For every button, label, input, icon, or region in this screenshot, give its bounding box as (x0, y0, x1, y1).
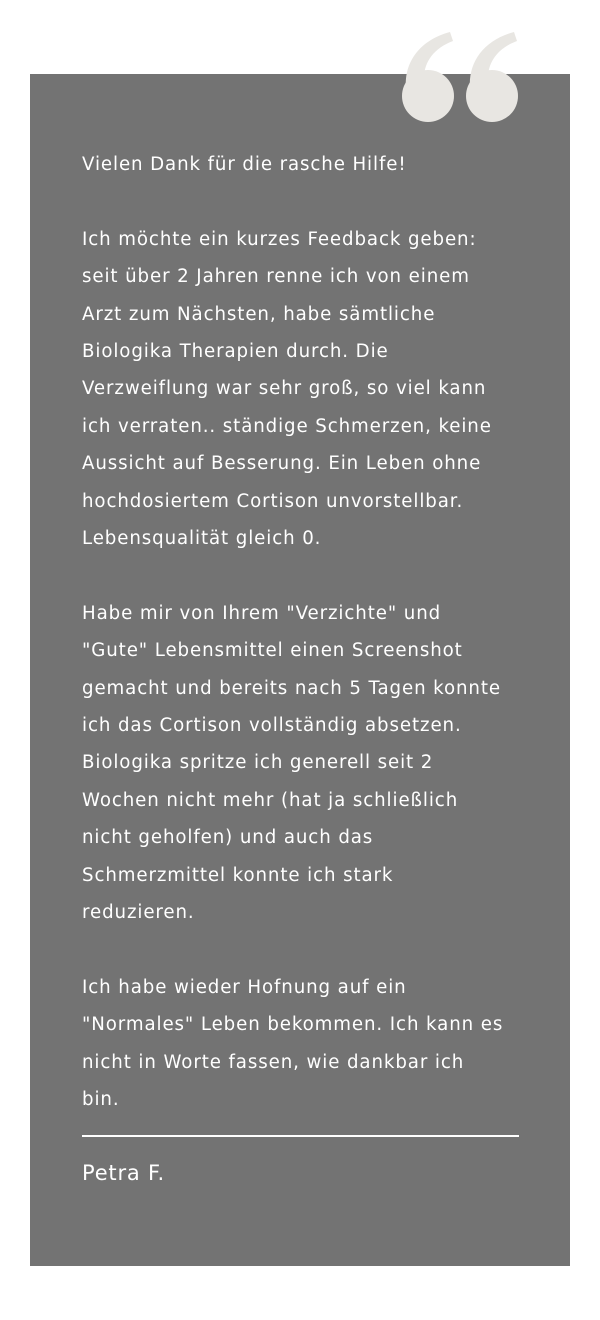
text-line: Vielen Dank für die rasche Hilfe! (82, 154, 407, 175)
text-line: gemacht und bereits nach 5 Tagen konnte (82, 677, 501, 699)
paragraph-3 (82, 595, 532, 932)
author-name: Petra F. (82, 1161, 166, 1185)
text-line: Wochen nicht mehr (hat ja schließlich (82, 789, 459, 811)
text-line: ich das Cortison vollständig absetzen. (82, 715, 462, 737)
quotation-mark-icon (398, 30, 522, 122)
paragraph-4 (82, 969, 532, 1119)
text-line: Habe mir von Ihrem "Verzichte" und (82, 602, 442, 624)
divider (82, 1135, 519, 1137)
text-line: nicht geholfen) und auch das (82, 827, 374, 849)
text-line: reduzieren. (82, 902, 195, 924)
text-line: Schmerzmittel konnte ich stark (82, 864, 394, 886)
text-line: Biologika Therapien durch. Die (82, 341, 389, 363)
text-line: ich verraten.. ständige Schmerzen, keine (82, 415, 492, 437)
testimonial-text (82, 146, 532, 1119)
text-line: Aussicht auf Besserung. Ein Leben ohne (82, 453, 482, 475)
text-line: hochdosiertem Cortison unvorstellbar. (82, 490, 464, 512)
text-line: "Gute" Lebensmittel einen Screenshot (82, 640, 463, 662)
paragraph-2 (82, 221, 532, 558)
text-line: Lebensqualität gleich 0. (82, 528, 322, 550)
text-line: nicht in Worte fassen, wie dankbar ich (82, 1051, 465, 1073)
text-line: Biologika spritze ich generell seit 2 (82, 752, 434, 774)
text-line: Ich habe wieder Hofnung auf ein (82, 976, 407, 998)
text-line: bin. (82, 1089, 120, 1111)
text-line: Ich möchte ein kurzes Feedback geben: (82, 228, 477, 250)
text-line: Arzt zum Nächsten, habe sämtliche (82, 303, 436, 325)
text-line: "Normales" Leben bekommen. Ich kann es (82, 1014, 504, 1036)
paragraph-1 (82, 146, 532, 183)
text-line: Verzweiflung war sehr groß, so viel kann (82, 378, 487, 400)
text-line: seit über 2 Jahren renne ich von einem (82, 266, 470, 288)
